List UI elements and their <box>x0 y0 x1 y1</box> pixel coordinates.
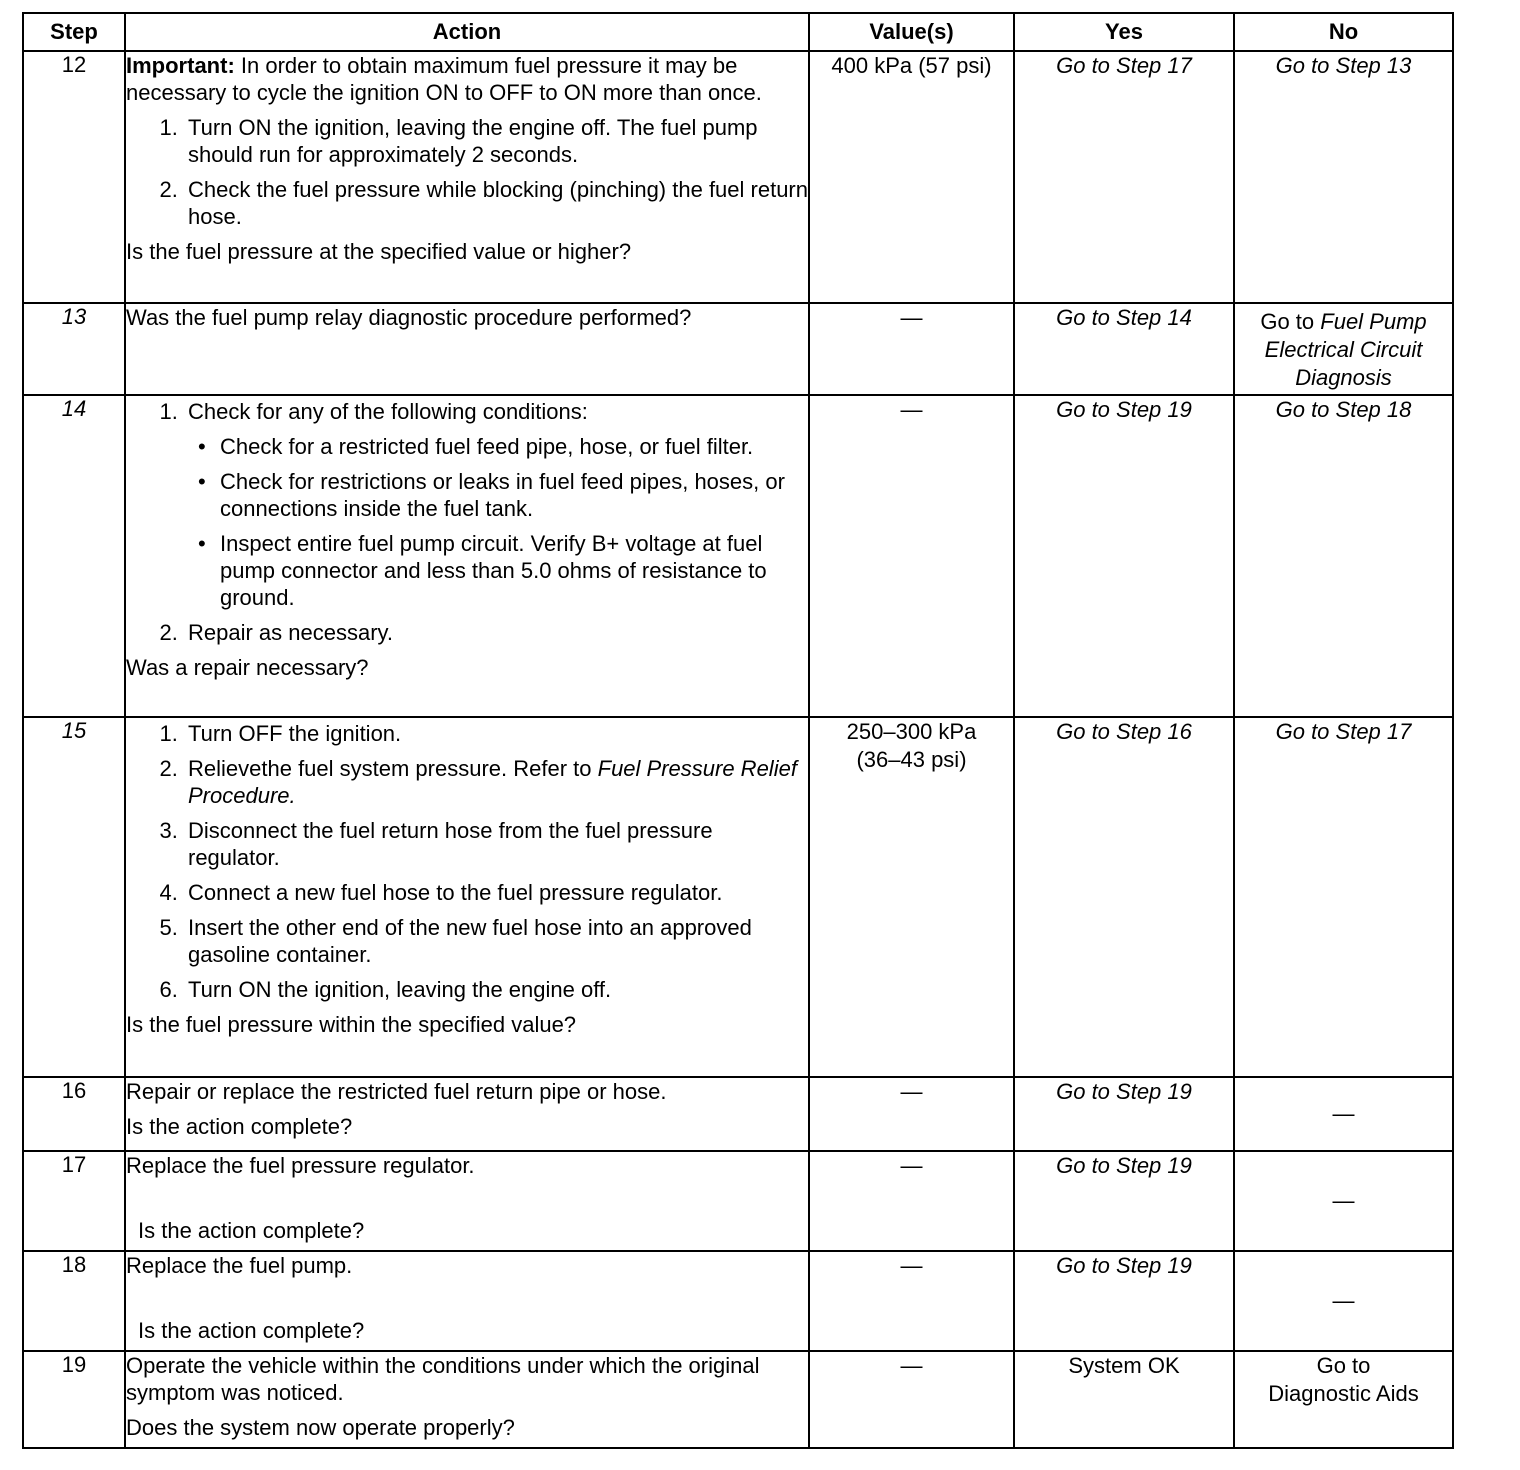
no-cell: Go to Step 18 <box>1234 395 1453 717</box>
value-line: 250–300 kPa <box>846 719 977 744</box>
action-cell <box>125 1077 809 1151</box>
yes-cell: Go to Step 17 <box>1014 51 1234 303</box>
table-row <box>23 1151 1453 1251</box>
action-question: Is the fuel pressure within the specified value? <box>126 1012 577 1037</box>
action-cell <box>125 395 809 717</box>
table-row <box>23 395 1453 717</box>
table-row <box>23 303 1453 395</box>
action-step: 1. Turn OFF the ignition. <box>184 720 808 747</box>
action-text: Operate the vehicle within the conditions under which the original symptom was noticed. <box>126 1353 760 1405</box>
condition-list <box>188 433 808 611</box>
action-step: 4. Connect a new fuel hose to the fuel pressure regulator. <box>184 879 808 906</box>
header-step: Step <box>23 13 125 51</box>
step-number: 17 <box>23 1151 125 1251</box>
action-steps <box>126 398 808 646</box>
no-cell: — <box>1234 1151 1453 1251</box>
action-step: 3. Disconnect the fuel return hose from the fuel pressure regulator. <box>184 817 808 871</box>
step-number: 12 <box>23 51 125 303</box>
diagnostic-table <box>22 12 1454 1449</box>
yes-cell: Go to Step 19 <box>1014 1077 1234 1151</box>
no-line: Go to <box>1316 1353 1371 1378</box>
value-cell: — <box>809 1351 1014 1448</box>
yes-cell: Go to Step 19 <box>1014 395 1234 717</box>
value-cell: — <box>809 303 1014 395</box>
action-step: 6. Turn ON the ignition, leaving the engine off. <box>184 976 808 1003</box>
step-number: 18 <box>23 1251 125 1351</box>
action-step-text: Check for any of the following conditions: <box>188 399 588 424</box>
table-row <box>23 51 1453 303</box>
yes-cell: Go to Step 16 <box>1014 717 1234 1077</box>
step-number: 19 <box>23 1351 125 1448</box>
header-action: Action <box>125 13 809 51</box>
header-row <box>23 13 1453 51</box>
action-steps <box>126 720 808 1003</box>
table-row <box>23 717 1453 1077</box>
value-line: (36–43 psi) <box>856 747 967 772</box>
table-row <box>23 1351 1453 1448</box>
yes-cell: Go to Step 19 <box>1014 1151 1234 1251</box>
action-question: Was a repair necessary? <box>126 655 369 680</box>
condition-item: • Inspect entire fuel pump circuit. Verify B+ voltage at fuel pump connector and less than 5.0 ohms of resistance to ground. <box>220 530 808 611</box>
action-cell <box>125 51 809 303</box>
step-number: 16 <box>23 1077 125 1151</box>
action-cell <box>125 1351 809 1448</box>
action-question: Does the system now operate properly? <box>126 1415 515 1440</box>
condition-item: • Check for restrictions or leaks in fuel feed pipes, hoses, or connections inside the fuel tank. <box>220 468 808 522</box>
action-step-text: Relievethe fuel system pressure. Refer to <box>188 756 598 781</box>
no-cell: Go to Step 13 <box>1234 51 1453 303</box>
yes-cell: Go to Step 19 <box>1014 1251 1234 1351</box>
action-cell <box>125 717 809 1077</box>
no-cell: — <box>1234 1251 1453 1351</box>
action-text: Was the fuel pump relay diagnostic procedure performed? <box>126 305 692 330</box>
yes-cell: Go to Step 14 <box>1014 303 1234 395</box>
action-step: 1. Turn ON the ignition, leaving the engine off. The fuel pump should run for approximately 2 seconds. <box>184 114 808 168</box>
important-note <box>126 52 808 106</box>
header-values: Value(s) <box>809 13 1014 51</box>
value-cell: — <box>809 1251 1014 1351</box>
step-number: 15 <box>23 717 125 1077</box>
step-number: 14 <box>23 395 125 717</box>
action-question: Is the action complete? <box>126 1114 353 1139</box>
action-step: 2. Repair as necessary. <box>184 619 808 646</box>
yes-cell: System OK <box>1014 1351 1234 1448</box>
action-step <box>184 398 808 611</box>
action-step <box>184 755 808 809</box>
no-line: Diagnostic Aids <box>1268 1381 1419 1406</box>
action-text: Replace the fuel pump. <box>126 1253 353 1278</box>
action-question: Is the fuel pressure at the specified value or higher? <box>126 239 632 264</box>
header-no: No <box>1234 13 1453 51</box>
value-cell: 400 kPa (57 psi) <box>809 51 1014 303</box>
table-row <box>23 1251 1453 1351</box>
value-cell: — <box>809 1151 1014 1251</box>
step-number: 13 <box>23 303 125 395</box>
action-step: 5. Insert the other end of the new fuel hose into an approved gasoline container. <box>184 914 808 968</box>
action-cell <box>125 1251 809 1351</box>
value-cell <box>809 717 1014 1077</box>
important-label: Important: <box>126 53 235 78</box>
header-yes: Yes <box>1014 13 1234 51</box>
no-cell: — <box>1234 1077 1453 1151</box>
table-row <box>23 1077 1453 1151</box>
value-cell: — <box>809 1077 1014 1151</box>
action-cell <box>125 303 809 395</box>
value-cell: — <box>809 395 1014 717</box>
action-cell <box>125 1151 809 1251</box>
action-text: Replace the fuel pressure regulator. <box>126 1153 475 1178</box>
no-reference: Fuel Pump Electrical Circuit Diagnosis <box>1264 309 1427 390</box>
important-text: In order to obtain maximum fuel pressure it may be necessary to cycle the ignition ON to OFF to ON more than once. <box>126 53 762 105</box>
condition-item: • Check for a restricted fuel feed pipe, hose, or fuel filter. <box>220 433 808 460</box>
no-prefix: Go to <box>1260 309 1321 334</box>
no-cell: Go to Step 17 <box>1234 717 1453 1077</box>
action-question: Is the action complete? <box>138 1318 365 1343</box>
no-cell <box>1234 1351 1453 1448</box>
action-steps <box>126 114 808 230</box>
action-question: Is the action complete? <box>138 1218 365 1243</box>
procedure-reference: Fuel Pressure Relief Procedure. <box>188 756 797 808</box>
no-cell <box>1234 303 1453 395</box>
action-step: 2. Check the fuel pressure while blocking (pinching) the fuel return hose. <box>184 176 808 230</box>
action-text: Repair or replace the restricted fuel return pipe or hose. <box>126 1079 667 1104</box>
